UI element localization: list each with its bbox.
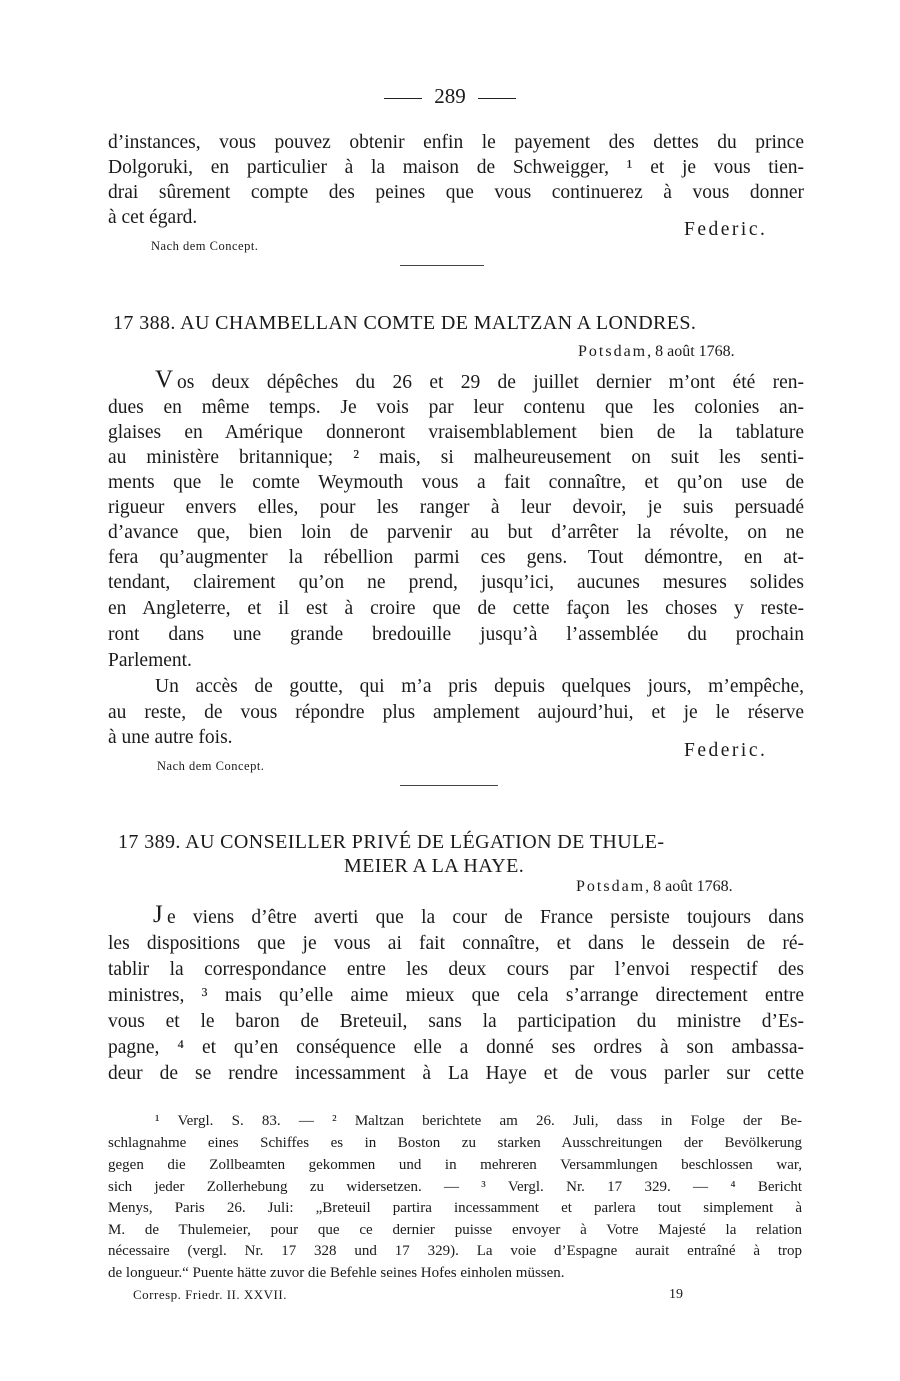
body-line: os deux dépêches du 26 et 29 de juillet dernier m’ont été ren-	[177, 372, 804, 393]
footnote-line: gegen die Zollbeamten gekommen und in mehreren Versammlungen beschlossen war,	[108, 1157, 802, 1173]
body-line: ront dans une grande bredouille jusqu’à l’assemblée du prochain	[108, 624, 804, 645]
body-line: drai sûrement compte des peines que vous continuerez à vous donner	[108, 182, 804, 203]
body-line: e viens d’être averti que la cour de France persiste toujours dans	[167, 907, 804, 928]
footnote-line: schlagnahme eines Schiffes es in Boston zu starken Ausschreitungen der Bevölkerung	[108, 1135, 802, 1151]
section-divider	[400, 265, 484, 266]
source-note: Nach dem Concept.	[151, 239, 259, 253]
page-number	[0, 84, 900, 109]
footnote-line: nécessaire (vergl. Nr. 17 328 und 17 329). La voie d’Espagne aurait entraîné à trop	[108, 1243, 802, 1259]
body-line: Parlement.	[108, 650, 192, 671]
signature: Federic.	[684, 219, 768, 240]
letter-heading-continued: MEIER A LA HAYE.	[344, 855, 525, 877]
body-line: glaises en Amérique donneront vraisemblablement bien de la tablature	[108, 422, 804, 443]
dateline-place: Potsdam	[578, 343, 648, 360]
footnote-line: Menys, Paris 26. Juli: „Breteuil partira incessamment et parlera tout simplement à	[108, 1200, 802, 1216]
sheet-number: 19	[669, 1287, 683, 1302]
body-line: pagne, ⁴ et qu’en conséquence elle a donné ses ordres à son ambassa-	[108, 1037, 804, 1058]
source-note: Nach dem Concept.	[157, 759, 265, 773]
body-line: rigueur envers elles, pour les ranger à leur devoir, je suis persuadé	[108, 497, 804, 518]
body-line: tendant, clairement qu’on ne prend, jusqu’ici, aucunes mesures solides	[108, 572, 804, 593]
dateline-date: , 8 août 1768.	[645, 878, 733, 895]
body-line: Un accès de goutte, qui m’a pris depuis quelques jours, m’empêche,	[155, 676, 804, 697]
body-line: au reste, de vous répondre plus amplement aujourd’hui, et je le réserve	[108, 702, 804, 723]
page-number-dash-left	[384, 98, 422, 99]
body-line: d’avance que, bien loin de parvenir au but d’arrêter la révolte, on ne	[108, 522, 804, 543]
drop-cap: J	[153, 901, 163, 928]
letter-dateline	[578, 343, 735, 361]
dateline-date: , 8 août 1768.	[647, 343, 735, 360]
body-line: tablir la correspondance entre les deux cours par l’envoi respectif des	[108, 959, 804, 980]
drop-cap: V	[155, 366, 174, 393]
footnote-line: ¹ Vergl. S. 83. — ² Maltzan berichtete am 26. Juli, dass in Folge der Be-	[155, 1113, 802, 1129]
footnote-line: M. de Thulemeier, pour que ce dernier puisse envoyer à Votre Majesté la relation	[108, 1222, 802, 1238]
page-number-dash-right	[478, 98, 516, 99]
page-number-text: 289	[434, 84, 466, 108]
body-line: dues en même temps. Je vois par leur contenu que les colonies an-	[108, 397, 804, 418]
section-divider	[400, 785, 498, 786]
body-line: vous et le baron de Breteuil, sans la participation du ministre d’Es-	[108, 1011, 804, 1032]
letter-heading: 17 388. AU CHAMBELLAN COMTE DE MALTZAN A LONDRES.	[113, 312, 697, 334]
body-line: à une autre fois.	[108, 727, 233, 748]
body-line: d’instances, vous pouvez obtenir enfin le payement des dettes du prince	[108, 132, 804, 153]
volume-signature: Corresp. Friedr. II. XXVII.	[133, 1287, 287, 1302]
body-line: fera qu’augmenter la rébellion parmi ces gens. Tout démontre, en at-	[108, 547, 804, 568]
body-line: à cet égard.	[108, 207, 198, 228]
footnote-line: sich jeder Zollerhebung zu widersetzen. — ³ Vergl. Nr. 17 329. — ⁴ Bericht	[108, 1179, 802, 1195]
body-line: les dispositions que je vous ai fait connaître, et dans le dessein de ré-	[108, 933, 804, 954]
signature: Federic.	[684, 740, 768, 761]
body-line: en Angleterre, et il est à croire que de cette façon les choses y reste-	[108, 598, 804, 619]
body-line: au ministère britannique; ² mais, si malheureusement on suit les senti-	[108, 447, 804, 468]
footnote-line: de longueur.“ Puente hätte zuvor die Befehle seines Hofes einholen müssen.	[108, 1265, 565, 1281]
body-line: ministres, ³ mais qu’elle aime mieux que cela s’arrange directement entre	[108, 985, 804, 1006]
body-line: deur de se rendre incessamment à La Haye et de vous parler sur cette	[108, 1063, 804, 1084]
dateline-place: Potsdam	[576, 878, 646, 895]
body-line: Dolgoruki, en particulier à la maison de Schweigger, ¹ et je vous tien-	[108, 157, 804, 178]
letter-dateline	[576, 878, 733, 896]
letter-heading: 17 389. AU CONSEILLER PRIVÉ DE LÉGATION DE THULE-	[118, 831, 665, 853]
body-line: ments que le comte Weymouth vous a fait connaître, et qu’on use de	[108, 472, 804, 493]
